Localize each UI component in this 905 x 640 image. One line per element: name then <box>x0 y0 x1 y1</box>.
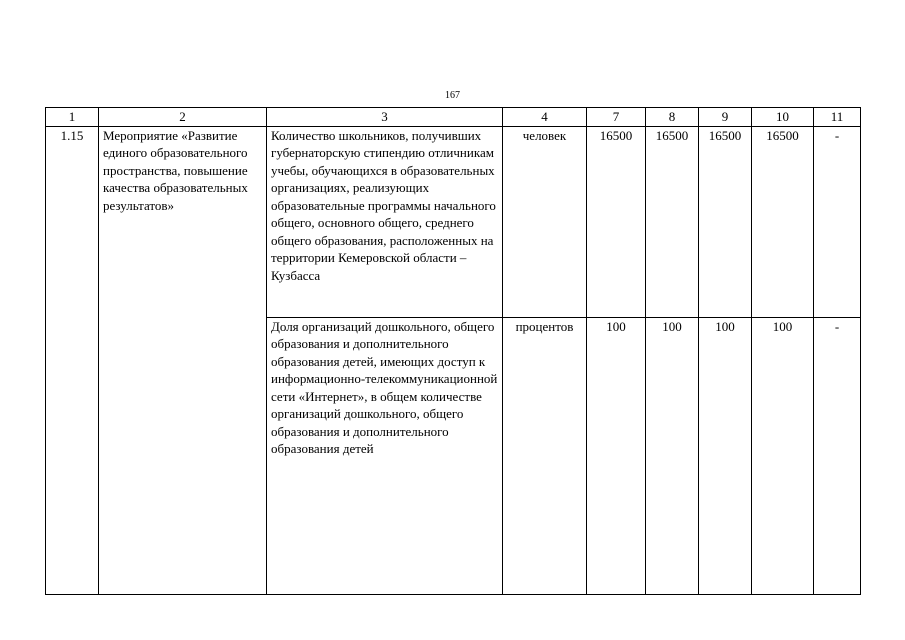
value-cell-col-10: 16500 <box>752 126 814 317</box>
value-cell-col-7: 16500 <box>587 126 646 317</box>
header-cell-col-1: 1 <box>46 108 99 127</box>
header-cell-col-9: 9 <box>699 108 752 127</box>
value-cell-col-8: 100 <box>646 317 699 594</box>
value-cell-col-7: 100 <box>587 317 646 594</box>
table-row <box>46 126 861 317</box>
value-cell-col-11: - <box>814 126 861 317</box>
unit-cell: процентов <box>503 317 587 594</box>
header-cell-col-7: 7 <box>587 108 646 127</box>
header-cell-col-2: 2 <box>99 108 267 127</box>
header-cell-col-10: 10 <box>752 108 814 127</box>
header-cell-col-8: 8 <box>646 108 699 127</box>
event-name-cell: Мероприятие «Развитие единого образовательного пространства, повышение качества образовательных результатов» <box>99 126 267 594</box>
indicators-table <box>45 107 861 595</box>
value-cell-col-8: 16500 <box>646 126 699 317</box>
header-cell-col-3: 3 <box>267 108 503 127</box>
value-cell-col-11: - <box>814 317 861 594</box>
value-cell-col-10: 100 <box>752 317 814 594</box>
item-number-cell: 1.15 <box>46 126 99 594</box>
page-number: 167 <box>445 90 460 101</box>
unit-cell: человек <box>503 126 587 317</box>
header-cell-col-11: 11 <box>814 108 861 127</box>
indicator-cell: Количество школьников, получивших губернаторскую стипендию отличникам учебы, обучающихся в образовательных организациях, реализующих образовательные программы начального общего, основного общего, среднего общего образования, расположенных на территории Кемеровской области – Кузбасса <box>267 126 503 317</box>
header-cell-col-4: 4 <box>503 108 587 127</box>
value-cell-col-9: 16500 <box>699 126 752 317</box>
value-cell-col-9: 100 <box>699 317 752 594</box>
indicator-cell: Доля организаций дошкольного, общего образования и дополнительного образования детей, имеющих доступ к информационно-телекоммуникационной сети «Интернет», в общем количестве организаций дошкольного, общего образования и дополнительного образования детей <box>267 317 503 594</box>
table-header-row <box>46 108 861 127</box>
